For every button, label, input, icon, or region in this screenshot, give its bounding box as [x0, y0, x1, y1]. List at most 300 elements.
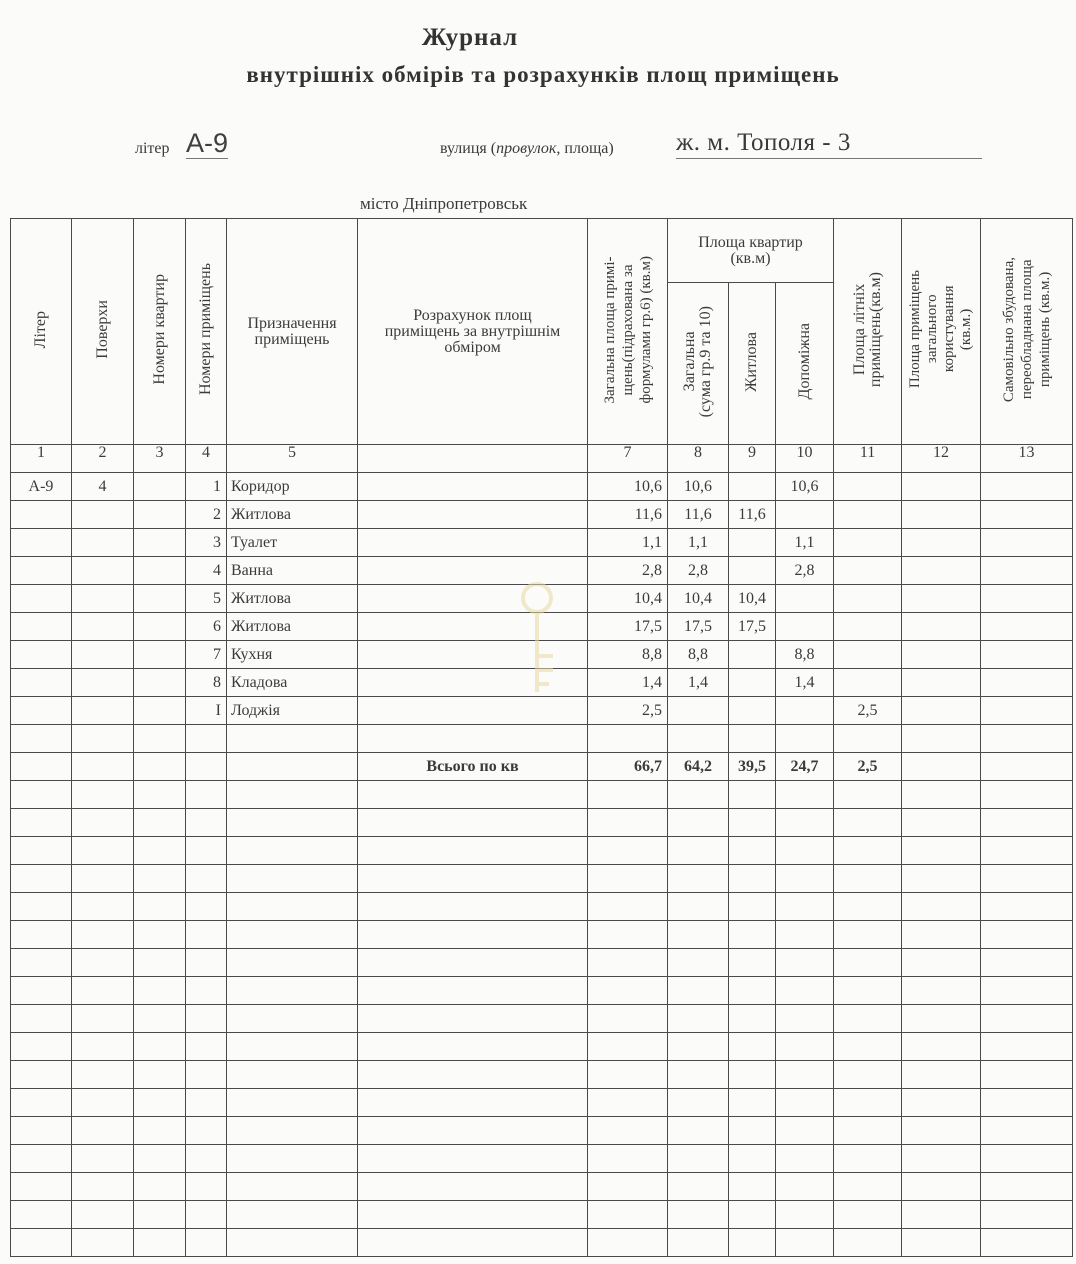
column-number: 7	[588, 445, 668, 473]
cell-room: 7	[186, 641, 227, 669]
empty-cell	[588, 725, 668, 753]
empty-cell	[72, 865, 134, 893]
empty-cell	[227, 1089, 358, 1117]
empty-cell	[981, 865, 1073, 893]
col-header-common-area	[902, 219, 981, 445]
cell-apt_total: 1,4	[668, 669, 729, 697]
empty-cell	[729, 893, 776, 921]
cell-summer	[834, 641, 902, 669]
cell-summer	[834, 585, 902, 613]
empty-cell	[358, 1173, 588, 1201]
empty-cell	[186, 921, 227, 949]
empty-cell	[981, 1117, 1073, 1145]
empty-cell	[729, 1117, 776, 1145]
empty-cell	[134, 1117, 186, 1145]
empty-cell	[834, 809, 902, 837]
cell-living	[729, 697, 776, 725]
empty-cell	[588, 1061, 668, 1089]
empty-cell	[72, 1229, 134, 1257]
cell-common	[902, 697, 981, 725]
column-number: 2	[72, 445, 134, 473]
empty-cell	[11, 1117, 72, 1145]
cell-apt	[134, 557, 186, 585]
empty-cell	[776, 893, 834, 921]
cell-apt_total: 10,6	[668, 473, 729, 501]
cell-purpose: Житлова	[227, 613, 358, 641]
cell-total: 17,5	[588, 613, 668, 641]
empty-cell	[72, 893, 134, 921]
col8-line2: (сума гр.9 та 10)	[697, 305, 714, 418]
empty-cell	[729, 837, 776, 865]
empty-cell	[981, 809, 1073, 837]
empty-cell	[134, 1005, 186, 1033]
empty-cell	[981, 1145, 1073, 1173]
empty-cell	[902, 1201, 981, 1229]
measurements-table	[10, 218, 1073, 1257]
empty-cell	[668, 949, 729, 977]
column-number: 4	[186, 445, 227, 473]
empty-cell	[186, 1229, 227, 1257]
empty-cell	[186, 1005, 227, 1033]
cell-summer	[834, 529, 902, 557]
blank-row	[11, 1005, 1073, 1033]
total-summer: 2,5	[834, 753, 902, 781]
cell-liter	[11, 613, 72, 641]
empty-cell	[668, 1117, 729, 1145]
empty-cell	[834, 1117, 902, 1145]
empty-cell	[134, 865, 186, 893]
empty-cell	[134, 949, 186, 977]
empty-cell	[588, 1229, 668, 1257]
empty-cell	[134, 921, 186, 949]
empty-cell	[668, 781, 729, 809]
cell-liter	[11, 641, 72, 669]
empty-cell	[834, 1173, 902, 1201]
empty-cell	[72, 1173, 134, 1201]
empty-cell	[902, 1145, 981, 1173]
liter-value: А-9	[186, 128, 229, 158]
cell-room: 1	[186, 473, 227, 501]
col-header-auxiliary: Допоміжна	[776, 283, 834, 445]
empty-cell	[981, 921, 1073, 949]
empty-cell	[588, 1033, 668, 1061]
blank-row	[11, 865, 1073, 893]
col11-line2: приміщень(кв.м)	[866, 271, 884, 388]
column-number: 8	[668, 445, 729, 473]
empty-cell	[588, 1201, 668, 1229]
empty-cell	[72, 1033, 134, 1061]
empty-cell	[981, 1089, 1073, 1117]
blank-row	[11, 1145, 1073, 1173]
empty-cell	[358, 1229, 588, 1257]
cell-liter	[11, 529, 72, 557]
cell-liter	[11, 697, 72, 725]
total-living: 39,5	[729, 753, 776, 781]
col12-line1: Площа приміщень	[907, 270, 924, 389]
empty-cell	[11, 865, 72, 893]
empty-cell	[358, 1145, 588, 1173]
col7-line3: формулами гр.6) (кв.м)	[637, 255, 654, 404]
empty-cell	[588, 1145, 668, 1173]
empty-cell	[227, 1145, 358, 1173]
cell-floor	[72, 501, 134, 529]
empty-cell	[11, 753, 72, 781]
blank-row	[11, 809, 1073, 837]
cell-apt	[134, 585, 186, 613]
cell-common	[902, 641, 981, 669]
empty-cell	[981, 1173, 1073, 1201]
empty-cell	[186, 809, 227, 837]
cell-common	[902, 501, 981, 529]
col-header-unauthorized-area	[981, 219, 1073, 445]
col13-line1: Самовільно збудована,	[1000, 256, 1017, 403]
empty-cell	[72, 753, 134, 781]
empty-cell	[668, 1005, 729, 1033]
empty-cell	[834, 1061, 902, 1089]
empty-cell	[72, 949, 134, 977]
cell-floor: 4	[72, 473, 134, 501]
col-header-summer-area	[834, 219, 902, 445]
empty-cell	[134, 809, 186, 837]
empty-cell	[358, 1061, 588, 1089]
column-number: 3	[134, 445, 186, 473]
empty-cell	[981, 837, 1073, 865]
empty-cell	[72, 725, 134, 753]
empty-cell	[227, 781, 358, 809]
col-header-total-area	[588, 219, 668, 445]
cell-total: 10,6	[588, 473, 668, 501]
empty-cell	[729, 1173, 776, 1201]
cell-apt	[134, 501, 186, 529]
empty-cell	[11, 725, 72, 753]
cell-apt_total: 11,6	[668, 501, 729, 529]
empty-cell	[668, 893, 729, 921]
total-label: Всього по кв	[358, 753, 588, 781]
cell-living	[729, 641, 776, 669]
empty-cell	[227, 893, 358, 921]
empty-cell	[902, 1061, 981, 1089]
empty-cell	[358, 893, 588, 921]
empty-cell	[11, 921, 72, 949]
col11-line1: Площа літніх	[850, 283, 868, 376]
empty-cell	[186, 1145, 227, 1173]
empty-cell	[186, 1173, 227, 1201]
empty-cell	[981, 725, 1073, 753]
empty-cell	[588, 1117, 668, 1145]
total-apt_total: 64,2	[668, 753, 729, 781]
empty-cell	[902, 753, 981, 781]
empty-cell	[668, 1201, 729, 1229]
col12-line4: (кв.м.)	[958, 308, 975, 351]
empty-cell	[11, 1061, 72, 1089]
cell-apt	[134, 473, 186, 501]
cell-total: 8,8	[588, 641, 668, 669]
empty-cell	[834, 837, 902, 865]
cell-calc	[358, 473, 588, 501]
empty-cell	[134, 781, 186, 809]
empty-cell	[902, 1229, 981, 1257]
table-row	[11, 501, 1073, 529]
cell-apt	[134, 613, 186, 641]
empty-cell	[134, 1145, 186, 1173]
cell-purpose: Кладова	[227, 669, 358, 697]
empty-cell	[776, 949, 834, 977]
empty-cell	[668, 837, 729, 865]
empty-cell	[981, 977, 1073, 1005]
cell-apt	[134, 641, 186, 669]
blank-row	[11, 725, 1073, 753]
empty-cell	[776, 1005, 834, 1033]
empty-cell	[11, 1201, 72, 1229]
col8-line1: Загальна	[681, 331, 698, 392]
empty-cell	[11, 809, 72, 837]
empty-cell	[902, 809, 981, 837]
cell-aux: 1,4	[776, 669, 834, 697]
cell-purpose: Житлова	[227, 585, 358, 613]
cell-apt_total: 17,5	[668, 613, 729, 641]
col13-line3: приміщень (кв.м.)	[1036, 271, 1053, 388]
empty-cell	[134, 1173, 186, 1201]
empty-cell	[358, 1005, 588, 1033]
column-number: 10	[776, 445, 834, 473]
cell-calc	[358, 501, 588, 529]
empty-cell	[358, 1089, 588, 1117]
cell-floor	[72, 669, 134, 697]
empty-cell	[729, 977, 776, 1005]
empty-cell	[902, 781, 981, 809]
column-number-row	[11, 445, 1073, 473]
empty-cell	[227, 1173, 358, 1201]
cell-floor	[72, 613, 134, 641]
journal-title: Журнал	[421, 24, 519, 51]
cell-common	[902, 473, 981, 501]
col-header-floors: Поверхи	[72, 219, 134, 445]
cell-summer	[834, 669, 902, 697]
empty-cell	[981, 1005, 1073, 1033]
empty-cell	[902, 1173, 981, 1201]
cell-room: 4	[186, 557, 227, 585]
empty-cell	[776, 725, 834, 753]
empty-cell	[981, 1061, 1073, 1089]
cell-room: І	[186, 697, 227, 725]
cell-common	[902, 557, 981, 585]
empty-cell	[358, 949, 588, 977]
empty-cell	[227, 1061, 358, 1089]
cell-liter	[11, 501, 72, 529]
empty-cell	[981, 753, 1073, 781]
blank-row	[11, 837, 1073, 865]
cell-calc	[358, 529, 588, 557]
empty-cell	[11, 893, 72, 921]
empty-cell	[834, 781, 902, 809]
col-header-calculation: Розрахунок площ приміщень за внутрішнім обміром	[358, 219, 588, 445]
table-row	[11, 529, 1073, 557]
empty-cell	[834, 1201, 902, 1229]
empty-cell	[776, 1089, 834, 1117]
empty-cell	[72, 977, 134, 1005]
cell-floor	[72, 641, 134, 669]
blank-row	[11, 1033, 1073, 1061]
empty-cell	[729, 725, 776, 753]
empty-cell	[834, 893, 902, 921]
empty-cell	[186, 781, 227, 809]
empty-cell	[902, 977, 981, 1005]
cell-purpose: Кухня	[227, 641, 358, 669]
empty-cell	[227, 977, 358, 1005]
cell-summer	[834, 501, 902, 529]
cell-apt_total: 10,4	[668, 585, 729, 613]
table-row	[11, 473, 1073, 501]
cell-liter	[11, 585, 72, 613]
empty-cell	[729, 1061, 776, 1089]
col7-line2: щень(підрахована за	[619, 263, 636, 396]
cell-apt	[134, 697, 186, 725]
empty-cell	[729, 865, 776, 893]
totals-row	[11, 753, 1073, 781]
col12-line2: загального	[924, 295, 941, 364]
empty-cell	[11, 1005, 72, 1033]
col-header-living: Житлова	[729, 283, 776, 445]
empty-cell	[834, 921, 902, 949]
empty-cell	[11, 1173, 72, 1201]
street-value: ж. м. Тополя - 3	[676, 128, 982, 159]
empty-cell	[72, 809, 134, 837]
empty-cell	[588, 977, 668, 1005]
empty-cell	[358, 1201, 588, 1229]
cell-unauth	[981, 669, 1073, 697]
cell-aux	[776, 585, 834, 613]
blank-row	[11, 1089, 1073, 1117]
blank-row	[11, 1117, 1073, 1145]
cell-aux: 2,8	[776, 557, 834, 585]
cell-aux: 8,8	[776, 641, 834, 669]
cell-unauth	[981, 585, 1073, 613]
empty-cell	[588, 1089, 668, 1117]
cell-room: 8	[186, 669, 227, 697]
empty-cell	[358, 809, 588, 837]
cell-aux	[776, 613, 834, 641]
cell-apt_total: 8,8	[668, 641, 729, 669]
empty-cell	[186, 949, 227, 977]
empty-cell	[11, 977, 72, 1005]
cell-aux: 10,6	[776, 473, 834, 501]
empty-cell	[776, 1033, 834, 1061]
empty-cell	[11, 1089, 72, 1117]
cell-purpose: Коридор	[227, 473, 358, 501]
cell-total: 1,4	[588, 669, 668, 697]
cell-room: 3	[186, 529, 227, 557]
col12-line3: користування	[941, 286, 958, 373]
empty-cell	[902, 893, 981, 921]
cell-common	[902, 585, 981, 613]
empty-cell	[358, 977, 588, 1005]
col-group-apartment-area: Площа квартир (кв.м)	[668, 219, 834, 283]
empty-cell	[668, 1033, 729, 1061]
empty-cell	[668, 1061, 729, 1089]
cell-total: 1,1	[588, 529, 668, 557]
empty-cell	[834, 977, 902, 1005]
cell-aux: 1,1	[776, 529, 834, 557]
empty-cell	[776, 1145, 834, 1173]
empty-cell	[186, 725, 227, 753]
cell-living: 17,5	[729, 613, 776, 641]
empty-cell	[227, 921, 358, 949]
empty-cell	[834, 949, 902, 977]
street-label-suffix: , площа)	[556, 140, 614, 157]
table-body	[11, 445, 1073, 1257]
cell-common	[902, 613, 981, 641]
empty-cell	[186, 1201, 227, 1229]
col-header-apartment-total	[668, 283, 729, 445]
empty-cell	[186, 1117, 227, 1145]
empty-cell	[588, 921, 668, 949]
empty-cell	[588, 837, 668, 865]
empty-cell	[72, 1201, 134, 1229]
blank-row	[11, 921, 1073, 949]
empty-cell	[358, 1117, 588, 1145]
empty-cell	[11, 1033, 72, 1061]
empty-cell	[11, 949, 72, 977]
journal-subtitle: внутрішніх обмірів та розрахунків площ приміщень	[246, 62, 840, 87]
cell-total: 11,6	[588, 501, 668, 529]
empty-cell	[902, 1089, 981, 1117]
empty-cell	[227, 1117, 358, 1145]
empty-cell	[776, 1061, 834, 1089]
cell-apt	[134, 669, 186, 697]
street-label-prefix: вулиця (	[440, 140, 497, 157]
empty-cell	[981, 1229, 1073, 1257]
cell-apt_total: 1,1	[668, 529, 729, 557]
blank-row	[11, 949, 1073, 977]
empty-cell	[729, 1229, 776, 1257]
blank-row	[11, 1061, 1073, 1089]
empty-cell	[776, 865, 834, 893]
empty-cell	[776, 781, 834, 809]
column-number: 13	[981, 445, 1073, 473]
column-number: 5	[227, 445, 358, 473]
cell-common	[902, 529, 981, 557]
empty-cell	[186, 865, 227, 893]
empty-cell	[358, 921, 588, 949]
empty-cell	[668, 1173, 729, 1201]
cell-unauth	[981, 613, 1073, 641]
cell-aux	[776, 501, 834, 529]
empty-cell	[668, 977, 729, 1005]
empty-cell	[981, 1033, 1073, 1061]
empty-cell	[227, 753, 358, 781]
empty-cell	[186, 1061, 227, 1089]
empty-cell	[134, 1061, 186, 1089]
empty-cell	[227, 1201, 358, 1229]
col7-line1: Загальна площа примі-	[601, 255, 618, 404]
cell-room: 6	[186, 613, 227, 641]
empty-cell	[186, 1033, 227, 1061]
empty-cell	[588, 893, 668, 921]
empty-cell	[902, 1033, 981, 1061]
empty-cell	[729, 1033, 776, 1061]
empty-cell	[776, 1229, 834, 1257]
empty-cell	[729, 921, 776, 949]
cell-purpose: Лоджія	[227, 697, 358, 725]
empty-cell	[834, 1145, 902, 1173]
table-header	[11, 219, 1073, 445]
empty-cell	[776, 1201, 834, 1229]
empty-cell	[834, 865, 902, 893]
empty-cell	[834, 1229, 902, 1257]
blank-row	[11, 977, 1073, 1005]
empty-cell	[776, 921, 834, 949]
street-label-italic: провулок	[496, 140, 557, 157]
